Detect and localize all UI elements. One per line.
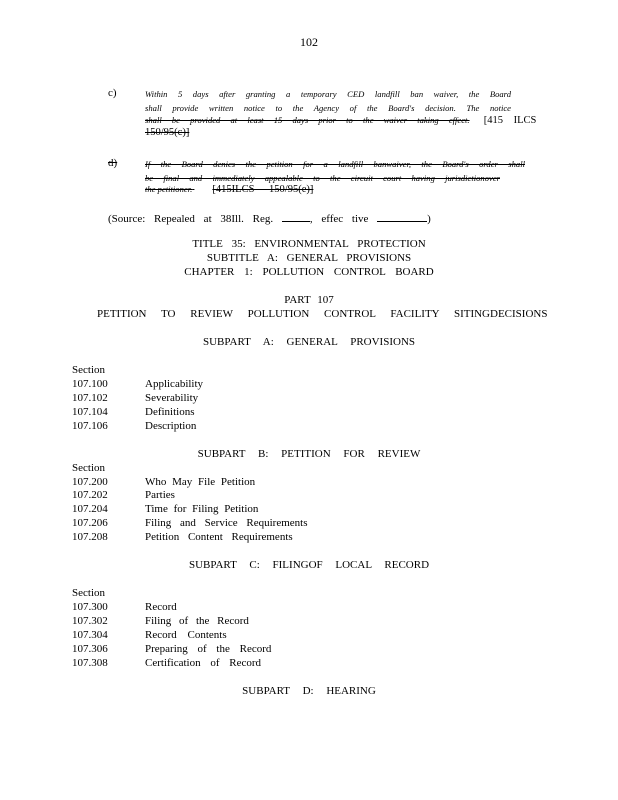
subpart-c-section-label: Section	[72, 587, 105, 599]
section-title: Time for Filing Petition	[145, 503, 259, 515]
section-title: Petition Content Requirements	[145, 531, 293, 543]
source-blank-2	[377, 211, 427, 222]
item-d-line-2: be final and immediately appealable to the circuit court having jurisdictionover	[145, 173, 500, 183]
section-title: Parties	[145, 489, 175, 501]
section-number: 107.206	[72, 517, 108, 529]
section-title: Definitions	[145, 406, 195, 418]
section-number: 107.204	[72, 503, 108, 515]
subpart-a-heading: SUBPART A: GENERAL PROVISIONS	[203, 336, 415, 348]
item-c-letter: c)	[108, 87, 117, 99]
section-title: Certification of Record	[145, 657, 262, 669]
title-heading: TITLE 35: ENVIRONMENTAL PROTECTION	[192, 238, 426, 250]
subpart-c-heading: SUBPART C: FILINGOF LOCAL RECORD	[188, 559, 430, 571]
subpart-a-section-label: Section	[72, 364, 105, 376]
section-title: Severability	[145, 392, 199, 404]
item-d-letter: d)	[108, 157, 118, 169]
item-c-line-3	[145, 115, 536, 126]
section-number: 107.306	[72, 643, 108, 655]
section-title: Filing of the Record	[145, 615, 249, 627]
source-note	[108, 211, 431, 225]
item-c-line-2: shall provide written notice to the Agency of the Board's decision. The notice	[145, 103, 511, 113]
page-number: 102	[300, 35, 318, 49]
source-suffix: )	[427, 213, 431, 225]
item-d-citation: [415ILCS 150/95(e)]	[212, 184, 314, 195]
section-number: 107.200	[72, 476, 108, 488]
section-title: Filing and Service Requirements	[145, 517, 308, 529]
item-d-line-1: If the Board denies the petition for a landfill banwaiver, the Board's order shall	[145, 159, 525, 169]
section-number: 107.104	[72, 406, 108, 418]
section-number: 107.100	[72, 378, 108, 390]
subtitle-heading: SUBTITLE A: GENERAL PROVISIONS	[206, 252, 412, 264]
chapter-heading: CHAPTER 1: POLLUTION CONTROL BOARD	[184, 266, 434, 278]
section-title: Record Contents	[145, 629, 227, 641]
subpart-d-heading: SUBPART D: HEARING	[242, 685, 376, 697]
source-mid: , effec tive	[309, 213, 369, 225]
section-number: 107.208	[72, 531, 108, 543]
item-d-line-3-text: the petitioner.	[145, 184, 193, 194]
section-number: 107.102	[72, 392, 108, 404]
section-number: 107.106	[72, 420, 108, 432]
item-c-citation-part-2: 150/95(c)]	[145, 127, 190, 138]
item-c-line-3-text: shall be provided at least 15 days prior to the waiver taking effect.	[145, 115, 470, 125]
section-number: 107.308	[72, 657, 108, 669]
section-title: Preparing of the Record	[145, 643, 272, 655]
part-heading: PART 107	[284, 294, 334, 306]
section-title: Record	[145, 601, 177, 613]
item-c-citation-part-1: [415 ILCS	[483, 115, 537, 126]
item-c-line-1: Within 5 days after granting a temporary CED landfill ban waiver, the Board	[145, 89, 511, 99]
section-number: 107.304	[72, 629, 108, 641]
section-number: 107.302	[72, 615, 108, 627]
section-number: 107.300	[72, 601, 108, 613]
subpart-b-heading: SUBPART B: PETITION FOR REVIEW	[197, 448, 421, 460]
subpart-b-section-label: Section	[72, 462, 105, 474]
part-title: PETITION TO REVIEW POLLUTION CONTROL FACILITY SITINGDECISIONS	[97, 308, 548, 320]
section-title: Applicability	[145, 378, 204, 390]
section-title: Description	[145, 420, 197, 432]
section-number: 107.202	[72, 489, 108, 501]
source-blank-1	[282, 211, 310, 222]
section-title: Who May File Petition	[145, 476, 256, 488]
source-prefix: (Source: Repealed at 38Ill. Reg.	[108, 213, 274, 225]
item-d-line-3	[145, 184, 313, 195]
